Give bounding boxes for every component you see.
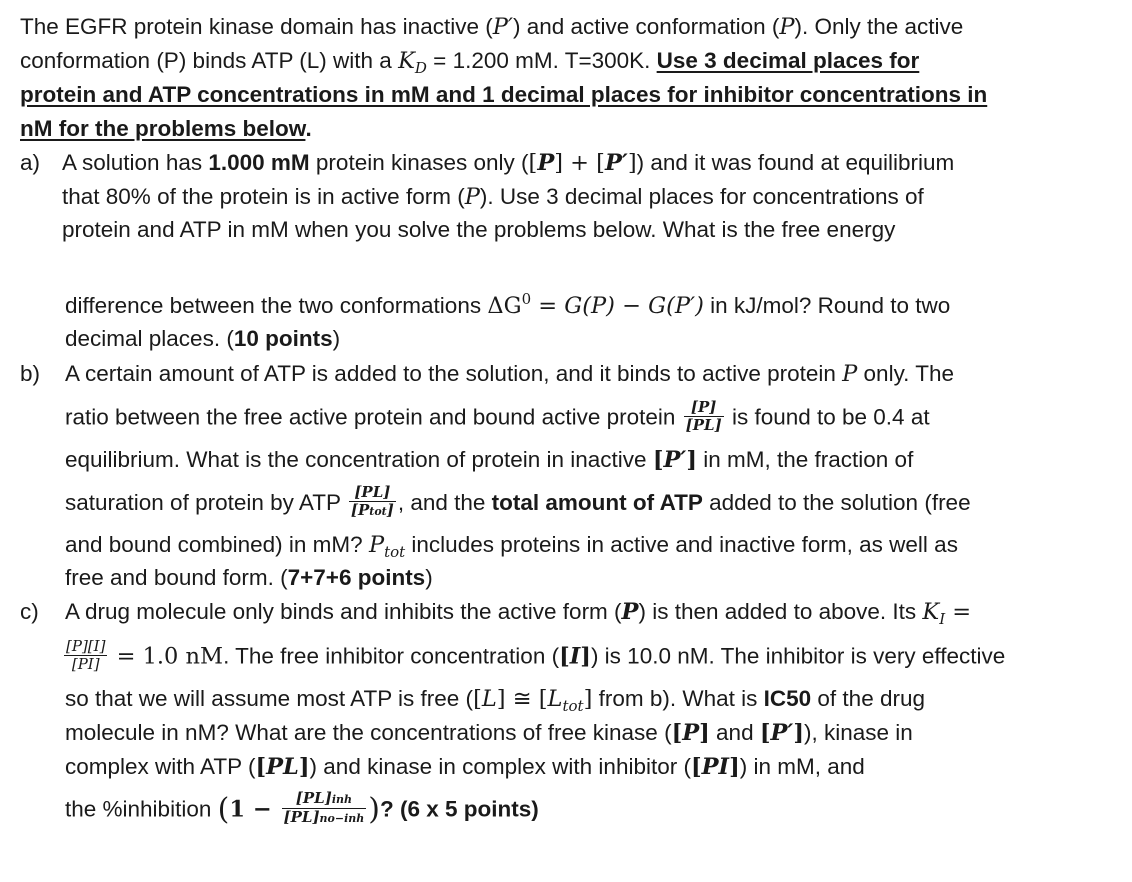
intro-line-4 — [20, 114, 312, 144]
math-kd: K — [398, 48, 415, 74]
math-p-sum: [P] + [P′] — [528, 150, 637, 176]
fraction-p-over-pl — [684, 399, 724, 434]
text: ). Use 3 decimal places for concentrations of — [479, 184, 924, 209]
text: the %inhibition — [65, 796, 218, 822]
part-b-line-3: equilibrium. What is the concentration of protein in inactive [P′] in mM, the fraction of — [65, 447, 914, 473]
instruction-underlined: Use 3 decimal places for — [656, 48, 920, 73]
text: complex with ATP ( — [65, 754, 256, 779]
math-p-bold: P — [621, 599, 639, 625]
part-c-label: c) — [20, 599, 39, 624]
text: = 1.200 mM. T=300K. — [426, 48, 657, 73]
text: equilibrium. What is the concentration of protein in inactive — [65, 447, 653, 472]
instruction-underlined: protein and ATP concentrations in mM and 1 decimal places for inhibitor concentrations in — [20, 82, 988, 107]
num-text: [PL] — [295, 789, 332, 807]
points: 10 points — [233, 326, 333, 351]
text: ) and kinase in complex with inhibitor ( — [309, 754, 691, 779]
fraction-inhibition — [282, 790, 367, 827]
text: ) and it was found at equilibrium — [636, 150, 955, 175]
math-ptot-sub: tot — [384, 543, 406, 561]
text: and — [709, 720, 760, 745]
points: 6 x 5 points — [407, 796, 532, 822]
part-a-line-1 — [62, 148, 954, 178]
part-b-line-1 — [65, 359, 954, 389]
math-pl-bold: PL — [266, 754, 299, 780]
part-a-line-2 — [62, 182, 924, 212]
fraction-pl-over-ptot — [349, 484, 396, 520]
part-c-line-3: so that we will assume most ATP is free ([L] ≅ $[L_{tot}]$ from b). What is IC50 of the drug — [65, 686, 925, 715]
part-a-line-4 — [65, 291, 950, 323]
math-delta-g-sup: 0 — [521, 290, 532, 308]
part-c-line-2: $\frac{[P][I]}{[PI]}$ = 1.0 nM. The free inhibitor concentration ([I]) is 10.0 nM. The inhibitor is very effective — [66, 637, 1006, 673]
denominator: [PL] — [685, 416, 722, 434]
text: A certain amount of ATP is added to the solution, and it binds to active protein — [65, 361, 843, 386]
text: protein kinases only ( — [309, 150, 529, 175]
math-ki-value: = 1.0 nM — [109, 643, 224, 670]
math-p-prime: P′ — [492, 14, 513, 40]
text: that 80% of the protein is in active form ( — [62, 184, 465, 209]
part-b-label: b) — [20, 361, 41, 386]
numerator: [PL] — [349, 484, 396, 502]
part-c-line-1: A drug molecule only binds and inhibits the active form (P) is then added to above. Its $K_I$ = — [65, 599, 972, 628]
text: ) — [425, 565, 433, 590]
math-delta-g-expr: = G(P) − G(P′) — [531, 293, 704, 319]
text: ) — [332, 326, 341, 351]
points: 7+7+6 points — [287, 565, 426, 590]
math-p-prime-bold: P′ — [770, 720, 794, 746]
den-text: [P — [350, 501, 370, 519]
text: free and bound form. ( — [65, 565, 288, 590]
den-sub: no−inh — [319, 812, 365, 825]
text: A solution has — [62, 150, 209, 175]
math-ptot: P — [368, 532, 385, 558]
denominator: [Ptot] — [350, 501, 394, 519]
text: is found to be 0.4 at — [725, 404, 930, 430]
text: and bound combined) in mM? — [65, 532, 369, 557]
intro-line-2 — [20, 46, 919, 78]
text: ? ( — [380, 796, 408, 822]
text: ) is then added to above. Its — [638, 599, 923, 624]
part-b-line-5 — [65, 530, 958, 562]
text: so that we will assume most ATP is free ( — [65, 686, 474, 711]
text: . The free inhibitor concentration ( — [223, 643, 560, 669]
math-ki: K — [922, 599, 940, 625]
text: added to the solution (free — [702, 489, 971, 515]
part-b-line-2 — [65, 398, 930, 436]
text: in kJ/mol? Round to two — [703, 293, 951, 318]
bold-value: 1.000 mM — [208, 150, 310, 175]
den-text: [PL] — [283, 808, 320, 826]
text: decimal places. ( — [65, 326, 234, 351]
text: includes proteins in active and inactive form, as well as — [405, 532, 958, 557]
math-delta-g: ΔG — [487, 293, 522, 319]
math-p: P — [464, 184, 480, 210]
math-p-bold: P — [537, 150, 555, 176]
text: ). Only the active — [794, 14, 964, 39]
math-p-prime-bold: P′ — [604, 150, 628, 176]
math-i-bold: I — [569, 643, 581, 670]
numerator: [P][I] — [66, 637, 106, 655]
text: from b). What is — [592, 686, 764, 711]
text: difference between the two conformations — [65, 293, 488, 318]
part-c-line-4: molecule in nM? What are the concentrations of free kinase ([P] and [P′]), kinase in — [65, 720, 913, 746]
part-a-line-3: protein and ATP in mM when you solve the problems below. What is the free energy — [62, 217, 896, 242]
math-pi-bold: PI — [701, 754, 730, 780]
math-ltot: L — [547, 686, 563, 712]
math-l: L — [481, 686, 497, 712]
text: ) in mM, and — [739, 754, 865, 779]
text: saturation of protein by ATP — [65, 489, 347, 515]
numerator — [282, 790, 367, 809]
part-c-line-6: the %inhibition (1 − $\frac{\text{[PL]inh}}{\text{[PL]no−inh}}$ )? (6 x 5 points) — [65, 789, 539, 828]
text: The EGFR protein kinase domain has inactive ( — [20, 14, 493, 39]
text: molecule in nM? What are the concentrations of free kinase ( — [65, 720, 672, 745]
math-ltot-sub: tot — [562, 697, 584, 715]
text: A drug molecule only binds and inhibits the active form ( — [65, 599, 622, 624]
text: of the drug — [811, 686, 925, 711]
instruction-underlined: nM for the problems below — [20, 116, 306, 141]
math-p: P — [779, 14, 795, 40]
text: ) — [531, 796, 539, 822]
text: ) is 10.0 nM. The inhibitor is very effective — [590, 643, 1006, 669]
text: conformation (P) binds ATP (L) with a — [20, 48, 399, 73]
part-a-line-5 — [65, 324, 340, 354]
math-kd-sub: D — [414, 59, 427, 77]
math-ki-sub: I — [939, 610, 946, 628]
part-c-line-5: complex with ATP ([PL]) and kinase in complex with inhibitor ([PI]) in mM, and — [65, 754, 865, 780]
part-b-line-6 — [65, 563, 433, 593]
denominator: [PI] — [71, 655, 100, 673]
text: only. The — [857, 361, 955, 386]
part-b-line-4 — [65, 483, 971, 522]
text: . — [305, 116, 312, 141]
math-p: P — [842, 361, 858, 387]
text: ) and active conformation ( — [512, 14, 780, 39]
part-a-label: a) — [20, 150, 41, 175]
denominator — [282, 809, 367, 827]
text: , and the — [397, 489, 492, 515]
text: ), kinase in — [804, 720, 913, 745]
text: in mM, the fraction of — [696, 447, 914, 472]
intro-line-1 — [20, 12, 963, 42]
text: ratio between the free active protein and bound active protein — [65, 404, 682, 430]
math-p-bold: P — [682, 720, 700, 746]
intro-line-3 — [20, 80, 987, 110]
bold-text: IC50 — [763, 686, 812, 711]
numerator: [P] — [684, 399, 724, 417]
num-sub: inh — [331, 793, 352, 806]
math-p-prime-bold: P′ — [663, 447, 687, 473]
fraction-pi-over-pi — [64, 638, 107, 673]
bold-text: total amount of ATP — [491, 489, 703, 515]
den-sub: tot — [369, 505, 387, 518]
